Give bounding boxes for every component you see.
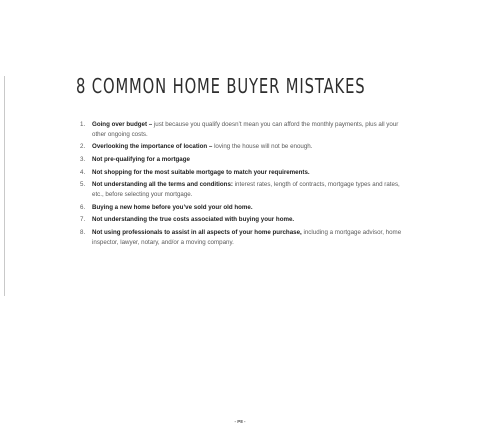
list-item-text: interest rates, length of contracts, mortgage types and rates, etc., before selecting your mortgage. xyxy=(92,181,400,198)
list-item xyxy=(80,120,410,139)
list-item xyxy=(80,180,410,199)
list-item-heading: Overlooking the importance of location – xyxy=(92,143,215,151)
list-item xyxy=(80,203,410,213)
list-item-number: 7. xyxy=(80,216,86,224)
list-item xyxy=(80,155,410,165)
mistakes-list xyxy=(80,120,410,250)
page-title: 8 COMMON HOME BUYER MISTAKES xyxy=(76,74,366,98)
list-item xyxy=(80,168,410,178)
list-item-heading: Not pre-qualifying for a mortgage xyxy=(92,155,190,163)
list-item-heading: Not using professionals to assist in all aspects of your home purchase, xyxy=(92,229,304,236)
list-item-heading: Buying a new home before you’ve sold your old home. xyxy=(92,203,253,211)
list-item-number: 5. xyxy=(80,181,86,189)
list-item-number: 1. xyxy=(80,121,86,128)
list-item xyxy=(80,215,410,225)
list-item-heading: Not understanding the true costs associated with buying your home. xyxy=(92,216,295,224)
list-item-number: 6. xyxy=(80,203,86,211)
list-item-number: 3. xyxy=(80,155,86,163)
list-item-heading: Going over budget – xyxy=(92,121,154,128)
page-number: - P8 - xyxy=(234,419,246,424)
list-item-heading: Not understanding all the terms and conditions: xyxy=(92,181,235,189)
list-item-text: loving the house will not be enough. xyxy=(214,143,313,151)
list-item-text: including a mortgage advisor, home inspector, lawyer, notary, and/or a moving company. xyxy=(92,229,402,246)
list-item xyxy=(80,142,410,152)
list-item xyxy=(80,228,410,247)
list-item-number: 4. xyxy=(80,168,86,176)
list-item-number: 8. xyxy=(80,229,86,236)
list-item-text: just because you qualify doesn’t mean you can afford the monthly payments, plus all your other ongoing costs. xyxy=(92,121,399,138)
list-item-heading: Not shopping for the most suitable mortgage to match your requirements. xyxy=(92,168,310,176)
list-item-number: 2. xyxy=(80,143,86,151)
page-edge-divider xyxy=(4,76,5,296)
